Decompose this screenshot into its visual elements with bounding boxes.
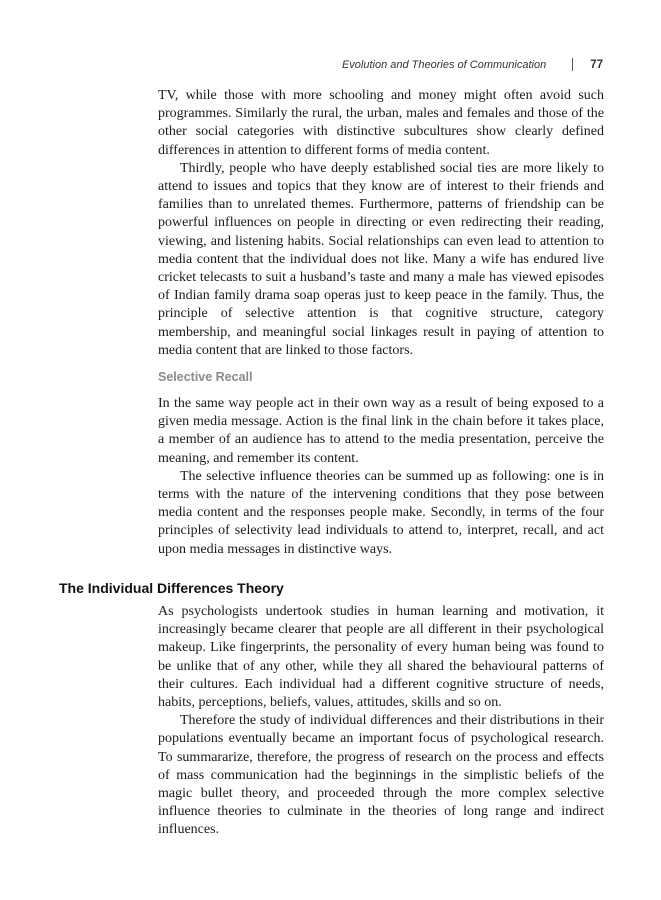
text-block-individual-differences (158, 603, 604, 840)
section-heading-individual-differences: The Individual Differences Theory (59, 580, 284, 596)
paragraph: Thirdly, people who have deeply established social ties are more likely to attend to issues and topics that they know are of interest to their friends and families than to unrelated themes. Furthermore, patterns of friendship can be powerful influences on people in directing or even redirecting their reading, viewing, and listening habits. Social relationships can even lead to attention to media content that the individual does not like. Many a wife has endured live cricket telecasts to suit a husband’s taste and many a male has viewed episodes of Indian family drama soap operas just to keep peace in the family. Thus, the principle of selective attention is that cognitive structure, category membership, and meaningful social linkages result in paying of attention to media content that are linked to those factors. (158, 160, 604, 358)
text-block-selective-attention (158, 87, 604, 360)
paragraph: As psychologists undertook studies in human learning and motivation, it increasingly became clearer that people are all different in their psychological makeup. Like fingerprints, the personality of every human being was found to be unlike that of any other, while they all shared the behavioural patterns of their cultures. Each individual had a different cognitive structure of needs, habits, perceptions, beliefs, values, attitudes, skills and so on. (158, 604, 604, 711)
page-number: 77 (590, 58, 603, 71)
running-head (342, 58, 603, 71)
paragraph: The selective influence theories can be summed up as following: one is in terms with the nature of the intervening conditions that they pose between media content and the responses people make. Secondly, in terms of the four principles of selectivity lead individuals to attend to, interpret, recall, and act upon media messages in distinctive ways. (158, 468, 604, 557)
section-heading-selective-recall: Selective Recall (158, 370, 253, 384)
paragraph: In the same way people act in their own way as a result of being exposed to a given media message. Action is the final link in the chain before it takes place, a member of an audience has to attend to the media presentation, perceive the meaning, and remember its content. (158, 396, 604, 466)
paragraph: TV, while those with more schooling and money might often avoid such programmes. Similarly the rural, the urban, males and females and those of the other social categories with distinctive subcultures show clearly defined differences in attention to different forms of media content. (158, 88, 604, 158)
text-block-selective-recall (158, 395, 604, 559)
running-title: Evolution and Theories of Communication (341, 58, 547, 71)
header-divider (572, 58, 573, 71)
paragraph: Therefore the study of individual differences and their distributions in their populations eventually became an important focus of psychological research. To summararize, therefore, the progress of research on the process and effects of mass communication had the beginnings in the simplistic beliefs of the magic bullet theory, and proceeded through the more complex selective influence theories to culminate in the theories of long range and indirect influences. (158, 713, 604, 838)
